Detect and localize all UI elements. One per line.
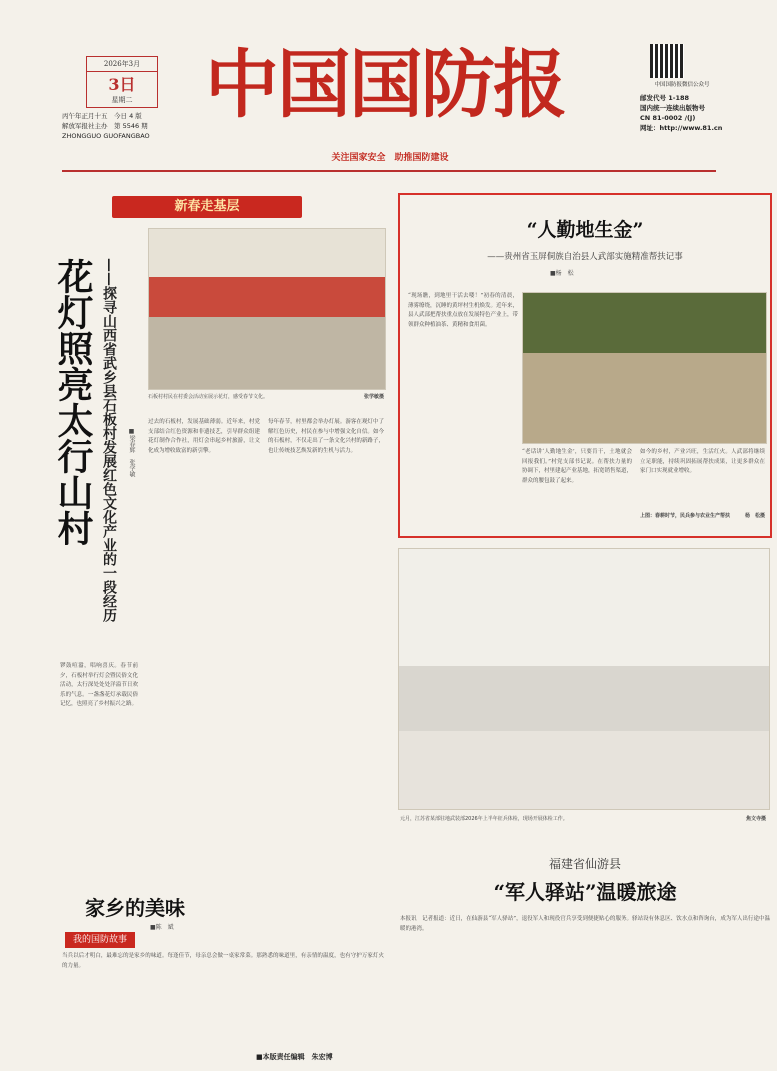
left-intro: 锣鼓喧嚣，唱响喜庆。春节前夕，石板村举行灯会暨民俗文化活动，太行深处处处洋溢节日欢乐的气息。一盏盏花灯承载民俗记忆，也照亮了乡村振兴之路。 — [60, 663, 138, 707]
publisher: 解放军报社主办 — [62, 122, 108, 130]
feature-photo-caption-row — [640, 512, 765, 519]
qr-caption: 中国国防报微信公众号 — [654, 82, 710, 88]
slogan: 关注国家安全 助推国防建设 — [331, 153, 449, 163]
date-day: 3日 — [108, 75, 136, 94]
essay-byline: ■陈 斌 — [150, 924, 174, 931]
newspaper-title: 中国国防报 — [205, 42, 565, 128]
lantern-photo-caption: 石板村村民在村委会活动室展示花灯，感受春节文化。 — [148, 394, 269, 400]
feature-subhead: ——贵州省玉屏侗族自治县人武部实施精准帮扶记事 — [487, 252, 683, 262]
date-box — [86, 56, 158, 108]
feature-body-bottom: 如今的乡村，产业兴旺，生活红火。人武部将继续立足职能，持续巩固拓展帮扶成果，让更多群众在家门口实现就业增收。 — [640, 449, 765, 474]
qr-code-icon — [650, 44, 684, 78]
section-banner: 新春走基层 — [112, 196, 302, 218]
left-col-2: 过去的石板村，发展基础薄弱。近年来，村党支部结合红色资源和非遗技艺，引导群众组建花灯制作合作社，用灯会串起乡村旅游，让文化成为增收致富的新引擎。 — [148, 419, 260, 454]
lunar-date: 丙午年正月十五 — [62, 112, 108, 120]
date-weekday: 星期二 — [111, 96, 133, 104]
medical-exam-caption: 元月，江苏省某部驻地武装部2026年上半年征兵体检，现场开展体检工作。 — [400, 816, 568, 822]
feature-photographer: 杨 松摄 — [744, 513, 765, 519]
date-year-month: 2026年3月 — [87, 57, 157, 72]
feature-author: ■杨 松 — [550, 270, 574, 277]
feature-photo-caption: 上图：春耕时节，民兵参与农业生产帮扶 — [640, 513, 731, 519]
cn-label: 国内统一连续出版物号 — [640, 104, 705, 112]
feature-body-right: “老话讲‘人勤地生金’，只要肯干，土地就会回报我们。”村党支部书记说。在帮扶力量的协调下，村里建起产业基地，拓宽销售渠道，群众的腰包鼓了起来。 — [522, 449, 632, 484]
lantern-photo — [148, 228, 386, 390]
page-count: 今日 4 版 — [114, 112, 142, 120]
issue-date-block — [62, 56, 182, 141]
station-body: 本报讯 记者报道：近日，在仙游县“军人驿站”，退役军人和现役官兵享受到便捷贴心的服务。驿站设有休息区、饮水点和咨询台，成为军人出行途中温暖的港湾。 — [400, 916, 770, 932]
essay-tag: 我的国防故事 — [65, 932, 135, 948]
essay-headline: 家乡的美味 — [85, 896, 185, 920]
medical-exam-photo — [398, 548, 770, 810]
cn-number: CN 81-0002 /(J) — [640, 114, 696, 122]
medical-exam-caption-row — [400, 815, 766, 822]
farm-photo — [522, 292, 767, 444]
medical-exam-photographer: 焦文寺摄 — [745, 816, 766, 822]
publication-info — [640, 93, 760, 133]
left-headline: 花灯照亮太行山村 — [52, 258, 94, 546]
issue-number: 第 5546 期 — [114, 122, 148, 130]
responsible-editor: ■本版责任编辑 朱宏博 — [256, 1053, 333, 1061]
issue-meta — [62, 111, 182, 141]
left-subhead: ——探寻山西省武乡县石板村发展红色文化产业的一段经历 — [101, 258, 117, 622]
essay-body: 当兵以后才明白，最难忘的是家乡的味道。每逢佳节，母亲总会做一桌家常菜。那熟悉的味道里，有亲情的温度，也有守护万家灯火的力量。 — [62, 953, 384, 969]
station-headline: “军人驿站”温暖旅途 — [493, 880, 677, 904]
website: 网址：http://www.81.cn — [640, 124, 723, 132]
lantern-photo-caption-row — [148, 393, 384, 400]
feature-body-left: “现场瞧，到地里干活去喽！”初春的清晨，薄雾缭绕，沉睡的黄坪村生机焕发。近年来，县人武部把帮扶重点放在发展特色产业上，带领群众种植油茶、黄精和食用菌。 — [408, 293, 518, 328]
station-kicker: 福建省仙游县 — [548, 857, 621, 871]
left-col-3: 每年春节，村里都会举办灯展。游客在观灯中了解红色历史，村民在参与中增强文化自信。如今的石板村，不仅走出了一条文化兴村的新路子，也让传统技艺焕发新的生机与活力。 — [268, 419, 384, 454]
postal-code: 邮发代号 1-188 — [640, 94, 690, 102]
lantern-photographer: 张学敏摄 — [363, 394, 384, 400]
left-byline: ■梁春辉 张学敏 — [128, 428, 135, 477]
masthead-rule — [62, 170, 716, 172]
feature-headline: “人勤地生金” — [526, 219, 644, 241]
pinyin-title: ZHONGGUO GUOFANGBAO — [62, 132, 150, 140]
